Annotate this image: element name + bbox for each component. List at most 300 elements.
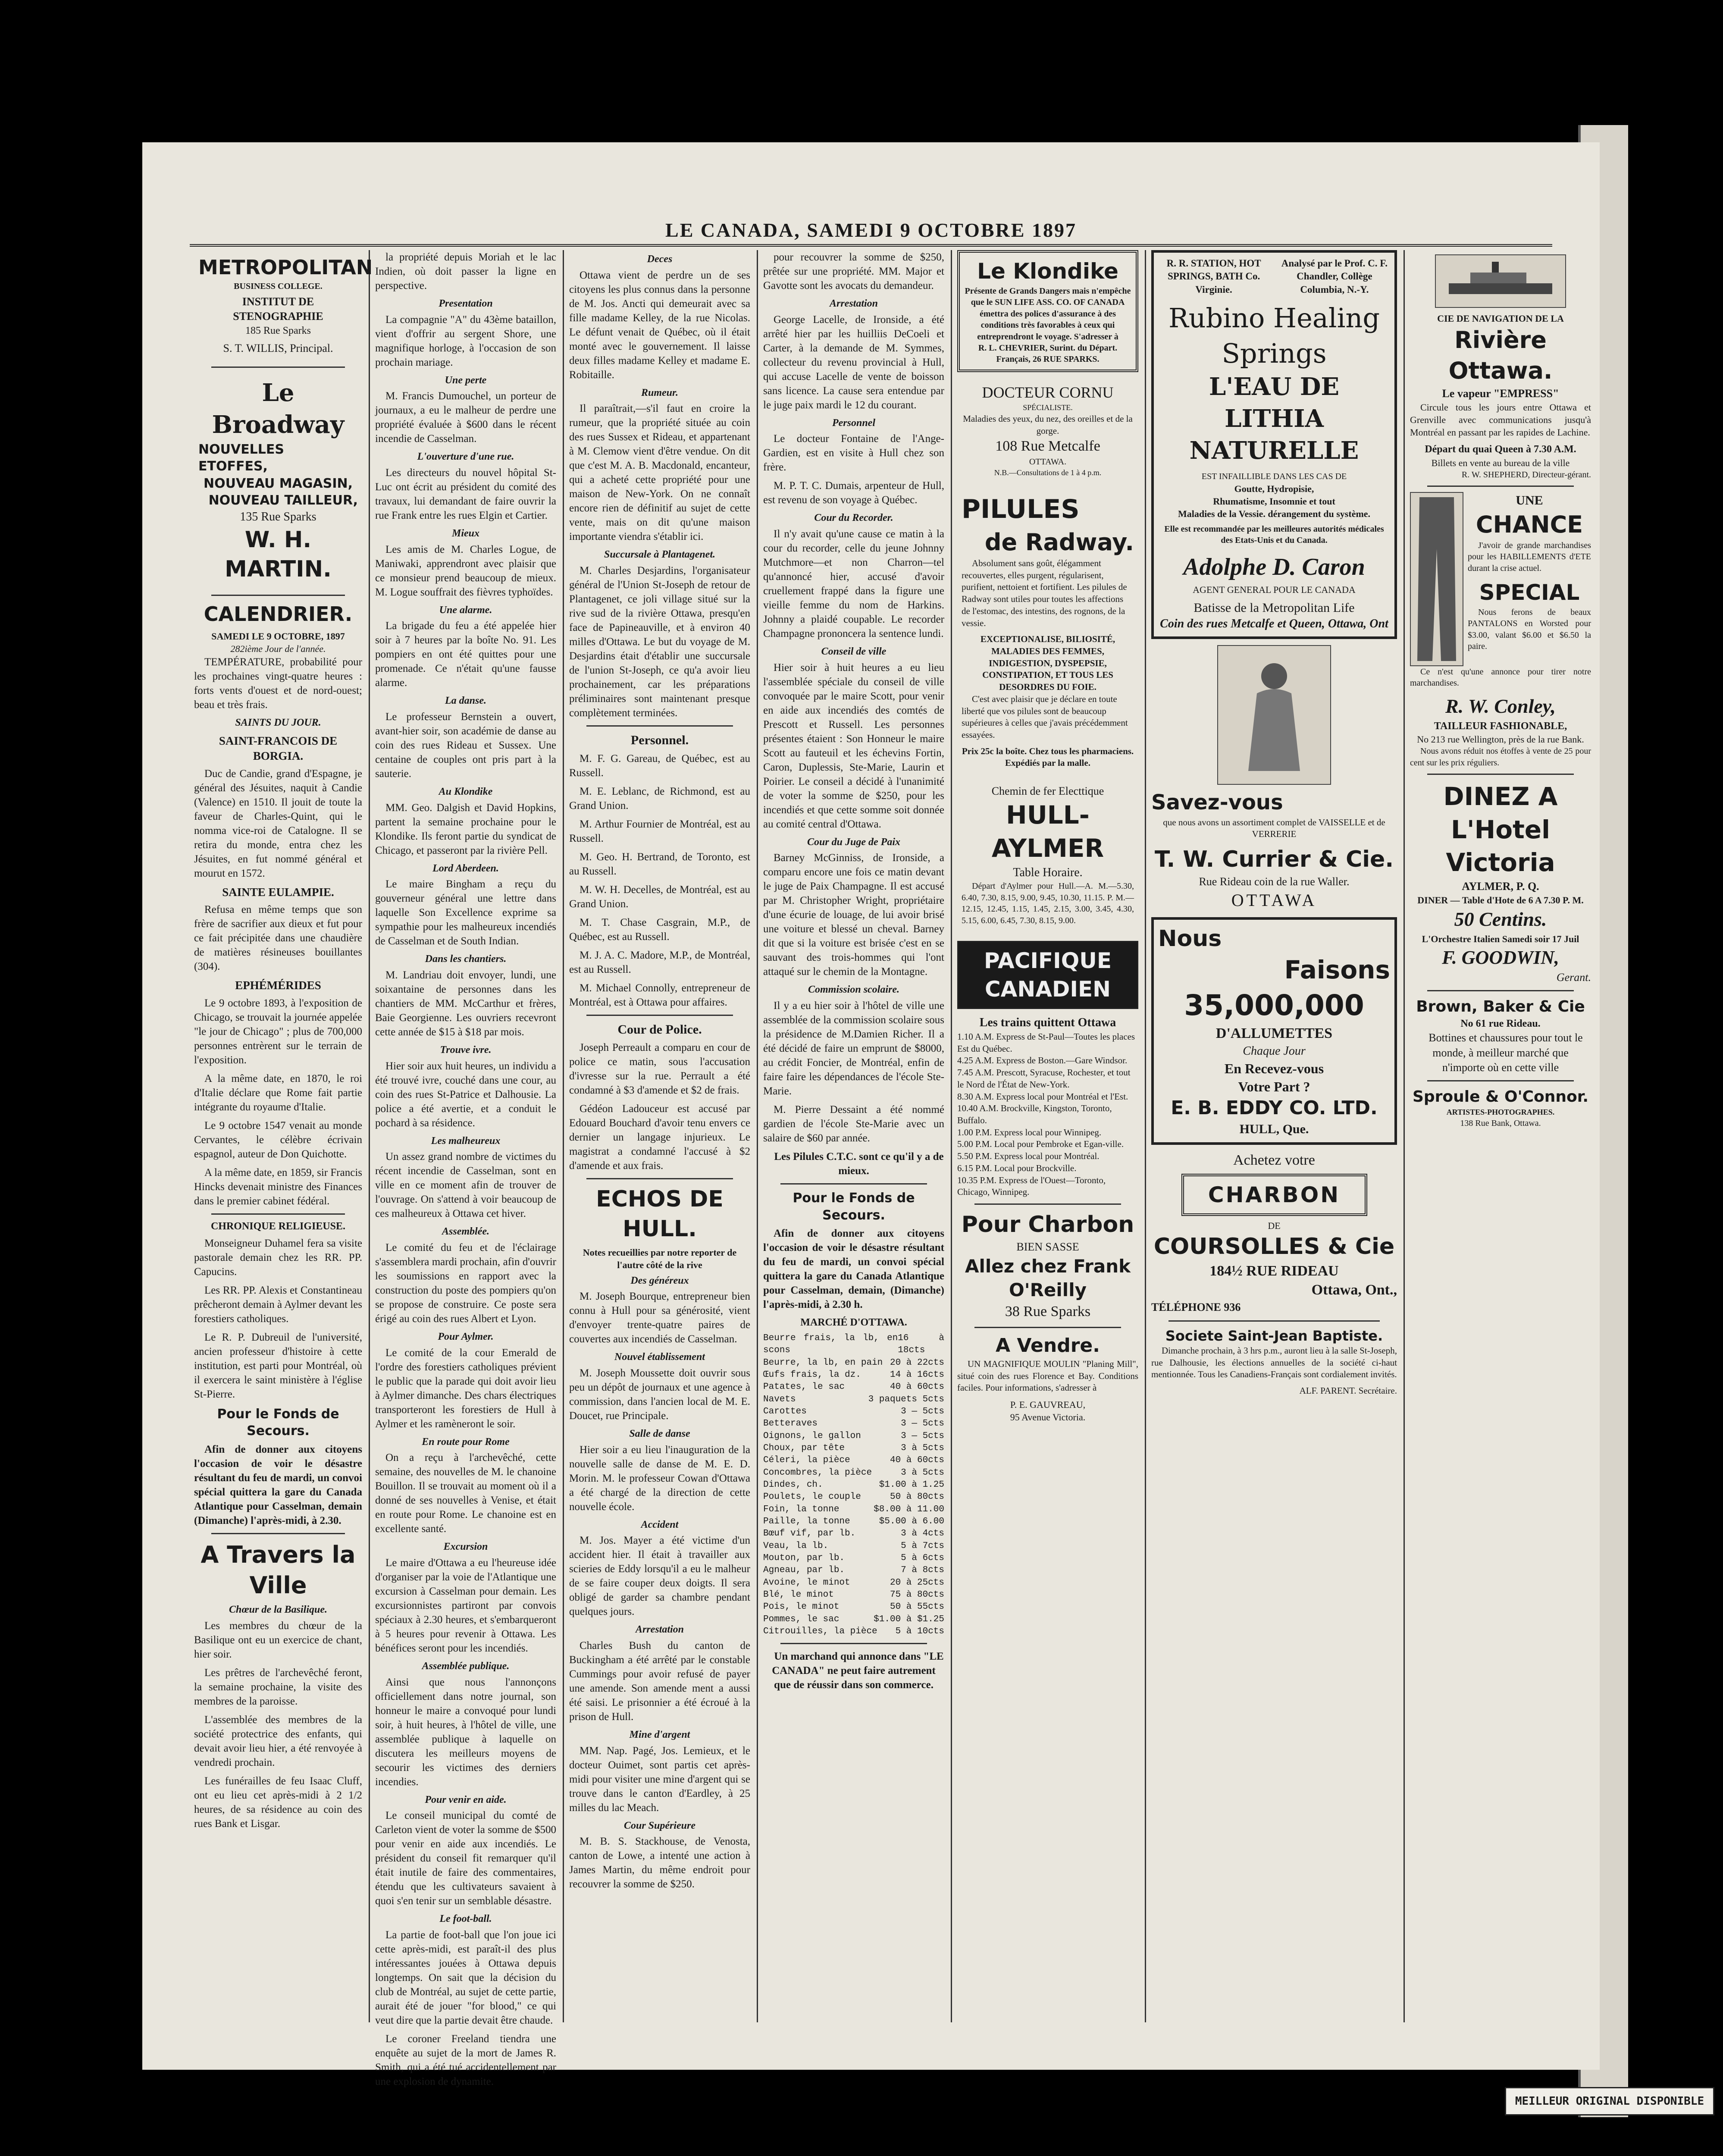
rubino-title: Rubino Healing Springs (1168, 302, 1380, 369)
brown-name: Brown, Baker & Cie (1416, 998, 1585, 1016)
echos-de-hull-title: ECHOS DE HULL. (596, 1186, 724, 1242)
trains-title: Les trains quittent Ottawa (979, 1016, 1116, 1030)
article-text: MM. Geo. Dalgish et David Hopkins, partent la semaine prochaine pour le Klondike. Ils feront partie du syndicat de Chicago, et passeront par la rivière Pell. (375, 802, 556, 856)
article-text: La brigade du feu a été appelée hier soir à 7 heures par la boîte No. 91. Les pompiers en ont été quittes pour une promenade. Ce n'était qu'une fausse alarme. (375, 620, 556, 689)
article-text: M. P. T. C. Dumais, arpenteur de Hull, est revenu de son voyage à Québec. (763, 480, 944, 506)
currier-city: OTTAWA (1231, 890, 1317, 910)
brown-address: No 61 rue Rideau. (1460, 1018, 1541, 1029)
separator (974, 1203, 1121, 1205)
hotel-name: L'Hotel Victoria (1446, 815, 1555, 877)
article-text: Charles Bush du canton de Buckingham a été arrêté par le constable Cummings pour avoir refusé de payer une amende. Son amende ment a aussi été saisi. Le prisonnier a été écroué à la prison de Hull. (569, 1639, 750, 1723)
telephone: TÉLÉPHONE 936 (1151, 1301, 1241, 1314)
rubino-ad (1151, 250, 1397, 639)
market-row (763, 1381, 944, 1393)
market-row (763, 1516, 944, 1528)
article-text: Le docteur Fontaine de l'Ange-Gardien, est en visite à Hull chez son frère. (763, 433, 944, 473)
coursolles-city: Ottawa, Ont., (1311, 1282, 1397, 1298)
market-item: Beurre frais, la lb, en scons (763, 1333, 898, 1356)
section-heading: Cour Supérieure (623, 1820, 696, 1831)
market-item: Céleri, la pièce (763, 1455, 850, 1466)
empress-text: Circule tous les jours entre Ottawa et Grenville avec communications jusqu'à Montréal en passant par les rapides de Lachine. (1410, 401, 1591, 438)
article-text: Le maire Bingham a reçu du gouverneur général une lettre dans laquelle Son Excellence exprime sa sympathie pour les malheureux incendiés de Casselman et de South Indian. (375, 878, 556, 947)
hull-aylmer-title: HULL-AYLMER (991, 800, 1104, 863)
lithia-line: Rhumatisme, Insomnie et tout (1213, 495, 1335, 507)
market-row (763, 1357, 944, 1369)
column-divider (757, 250, 758, 2022)
column-1 (194, 250, 373, 2022)
article-text: M. J. A. C. Madore, M.P., de Montréal, est au Russell. (569, 949, 750, 975)
choeur-text: Les membres du chœur de la Basilique ont eu un exercice de chant, hier soir. (194, 1620, 362, 1661)
docteur-text: Maladies des yeux, du nez, des oreilles et de la gorge. (963, 414, 1133, 436)
article-text: Nous ferons de beaux PANTALONS en Worsted pour $3.00, valant $6.00 et $6.50 la paire. (1468, 608, 1591, 652)
column-divider (951, 250, 952, 2022)
goodwin-name: F. GOODWIN, (1442, 946, 1559, 968)
currier-name: T. W. Currier & Cie. (1154, 846, 1394, 872)
article-text: pour recouvrer la somme de $250, prêtée sur une propriété. MM. Major et Gavotte sont les avocats du demandeur. (763, 251, 944, 291)
article-text: M. Arthur Fournier de Montréal, est au Russell. (569, 818, 750, 844)
market-item: Pois, le minot (763, 1602, 840, 1612)
train-entry: 7.45 A.M. Prescott, Syracuse, Rochester, et tout le Nord de l'État de New-York. (957, 1067, 1131, 1090)
caron-title: AGENT GENERAL POUR LE CANADA (1193, 584, 1356, 595)
separator (780, 1643, 927, 1644)
section-heading: Dans les chantiers. (425, 953, 507, 965)
market-item: Mouton, par lb. (763, 1553, 845, 1564)
woman-illustration (1217, 645, 1331, 785)
market-price: $1.00 à $1.25 (874, 1614, 944, 1624)
pilules-title: PILULES (962, 494, 1080, 525)
centins-text: 50 Centins. (1454, 908, 1547, 931)
market-item: Paille, la tonne (763, 1517, 850, 1527)
article-text: Les RR. PP. Alexis et Constantineau prêcheront demain à Aylmer devant les forestiers catholiques. (194, 1284, 362, 1325)
steamboat-illustration (1435, 254, 1566, 308)
market-row (763, 1626, 944, 1638)
metropolitan-institute: INSTITUT DE STENOGRAPHIE (233, 295, 323, 323)
orchestre-text: L'Orchestre Italien Samedi soir 17 Juil (1422, 933, 1579, 944)
article-text: Le 9 octobre 1893, à l'exposition de Chicago, se trouvait la journée appelée "le jour de Chicago" ; plus de 700,000 personnes entrèrent sur le terrain de l'exposition. (194, 997, 362, 1066)
woman-figure-icon (1231, 655, 1317, 775)
sproule-name: Sproule & O'Connor. (1412, 1088, 1589, 1106)
eddy-ad (1151, 917, 1397, 1145)
article-text: Le R. P. Dubreuil de l'université, ancien professeur d'histoire à cette institution, est parti pour Montréal, où il exercera le saint ministère à l'église St-Pierre. (194, 1331, 362, 1400)
section-heading: Une alarme. (439, 604, 492, 616)
shepherd-name: R. W. SHEPHERD, Directeur-gérant. (1461, 470, 1591, 479)
pacifique-line: PACIFIQUE (984, 948, 1112, 974)
article-text: Hier soir aux huit heures, un individu a été trouvé ivre, couché dans une cour, au coin des rues St-Patrice et Dalhousie. La police a été avertie, et a conduit le pochard à sa résidence. (375, 1060, 556, 1129)
market-item: Navets (763, 1394, 796, 1404)
coursolles-address: 184½ RUE RIDEAU (1209, 1263, 1339, 1279)
eddy-line: En Recevez-vous (1224, 1060, 1324, 1076)
currier-address: Rue Rideau coin de la rue Waller. (1199, 875, 1350, 888)
article-text: Les funérailles de feu Isaac Cluff, ont eu lieu cet après-midi à 2 1/2 heures, de sa résidence au coin des rues Bank et Lisgar. (194, 1775, 362, 1830)
article-text: M. F. G. Gareau, de Québec, est au Russell. (569, 752, 750, 779)
vendre-name: P. E. GAUVREAU, (1010, 1399, 1086, 1410)
market-item: Patates, le sac (763, 1382, 845, 1392)
article-text: M. Landriau doit envoyer, lundi, une soixantaine de personnes dans les chantiers de MM. McCarthur et frères, Baie Georgienne. Les ouvriers recevront cette année de $15 à $18 par mois. (375, 969, 556, 1038)
charbon-banner-text: CHARBON (1208, 1182, 1341, 1207)
article-text: Les amis de M. Charles Logue, de Maniwaki, apprendront avec plaisir que ce monsieur prend beaucoup de mieux. M. Logue souffrait des fièvres typhoïdes. (375, 543, 556, 598)
section-heading: Succursale à Plantagenet. (604, 549, 715, 561)
pilules-ad (957, 488, 1138, 774)
eddy-line: Faisons (1284, 955, 1390, 985)
sproule-address: 138 Rue Bank, Ottawa. (1460, 1118, 1541, 1128)
section-heading: Cour du Juge de Paix (807, 836, 901, 848)
article-text: Ottawa vient de perdre un de ses citoyens les plus connus dans la personne de M. Jos. Ancti qui demeurait avec sa fille madame Kelley, de la rue Nicolas. Le défunt venait de Québec, où il était monté avec le gouvernement. Il laisse deux filles madame Kelley et madame E. Robitaille. (569, 269, 750, 381)
hotel-city: AYLMER, P. Q. (1462, 880, 1539, 893)
chance-une: UNE (1516, 493, 1543, 508)
section-heading: Nouvel établissement (614, 1351, 705, 1363)
section-heading: Personnel (832, 417, 875, 429)
fonds-secours-title: Pour le Fonds de Secours. (217, 1406, 339, 1439)
market-row (763, 1577, 944, 1589)
market-price: 20 à 25cts (890, 1577, 944, 1588)
diner-text: DINER — Table d'Hote de 6 A 7.30 P. M. (1417, 895, 1584, 906)
column-3 (569, 250, 750, 2022)
section-heading: Presentation (439, 298, 493, 309)
oreilly-address: 38 Rue Sparks (1005, 1303, 1091, 1319)
article-text: M. E. Leblanc, de Richmond, est au Grand Union. (569, 785, 750, 812)
page-header: LE CANADA, SAMEDI 9 OCTOBRE 1897 (665, 219, 1077, 241)
cour-police-title: Cour de Police. (617, 1022, 702, 1037)
market-row (763, 1454, 944, 1467)
section-heading: Trouve ivre. (440, 1044, 492, 1056)
article-text: M. Michael Connolly, entrepreneur de Montréal, est à Ottawa pour affaires. (569, 982, 750, 1008)
market-row (763, 1601, 944, 1613)
trousers-illustration (1410, 492, 1463, 666)
article-text: Le coroner Freeland tiendra une enquête au sujet de la mort de James R. Smith, qui a été tué accidentellement par une explosion de dynamite. (375, 2033, 556, 2088)
coursolles-name: COURSOLLES & Cie (1153, 1233, 1395, 1260)
section-heading: Mieux (451, 528, 479, 539)
lithia-line: Maladies de la Vessie. dérangement du système. (1178, 508, 1371, 519)
market-item: Bœuf vif, par lb. (763, 1529, 856, 1539)
section-heading: Excursion (443, 1541, 488, 1553)
separator (586, 1178, 733, 1179)
chronique-title: CHRONIQUE RELIGIEUSE. (210, 1221, 346, 1232)
market-price: 5 à 10cts (895, 1626, 944, 1637)
market-item: Choux, par tête (763, 1443, 845, 1453)
train-entry: 10.35 P.M. Express de l'Ouest—Toronto, Chicago, Winnipeg. (957, 1175, 1106, 1197)
market-price: 5 à 7cts (901, 1541, 944, 1551)
market-price: 20 à 22cts (890, 1357, 944, 1368)
broadway-address: 135 Rue Sparks (240, 510, 316, 523)
hull-aylmer-subtitle: Table Horaire. (1013, 865, 1083, 879)
klondike-agent: R. L. CHEVRIER, Surint. du Départ. Français, 26 RUE SPARKS. (978, 343, 1118, 364)
market-price: $5.00 à 6.00 (879, 1517, 944, 1527)
market-row (763, 1467, 944, 1479)
section-heading: Pour Aylmer. (438, 1331, 494, 1343)
article-text: Le professeur Bernstein a ouvert, avant-hier soir, son académie de danse au coin des rues Rideau et Sussex. Une centaine de couples ont pris part à la sauterie. (375, 711, 556, 780)
broadway-line: NOUVEAU MAGASIN, (204, 476, 353, 491)
column-7 (1410, 250, 1591, 2022)
column-5 (957, 250, 1138, 2022)
de-text: DE (1268, 1220, 1281, 1231)
column-divider (369, 250, 370, 2022)
dinez-title: DINEZ A (1443, 782, 1558, 812)
article-text: C'est avec plaisir que je déclare en toute liberté que vos pilules sont de beaucoup supérieures à celles que j'avais précédemment essayées. (962, 693, 1128, 740)
article-text: M. Jos. Mayer a été victime d'un accident hier. Il était à travailler aux scieries de Eddy lorsqu'il a eu le malheur de se faire couper deux doigts. Il sera obligé de garder sa chambre pendant quelques jours. (569, 1535, 750, 1618)
separator (586, 725, 733, 727)
achetez-text: Achetez votre (1233, 1152, 1315, 1168)
article-text: Le conseil municipal du comté de Carleton vient de voter la somme de $500 pour venir en aide aux incendiés. Le président du conseil fit remarquer qu'il était inutile de faire des commentaires, étendu que les cultivateurs savaient à quoi s'en tenir sur un semblable désastre. (375, 1810, 556, 1907)
conley-subtitle: TAILLEUR FASHIONABLE, (1434, 720, 1567, 732)
article-text: L'assemblée des membres de la société protectrice des enfants, qui devait avoir lieu hier, a été renvoyée à vendredi prochain. (194, 1714, 362, 1769)
depart-text: Départ du quai Queen à 7.30 A.M. (1425, 443, 1576, 455)
section-heading: La danse. (445, 695, 486, 707)
separator (974, 1327, 1121, 1328)
chance-title: CHANCE (1476, 511, 1583, 538)
article-text: La partie de foot-ball que l'on joue ici cette après-midi, est paraît-il des plus intéressantes jouées à Ottawa depuis longtemps. On sait que la décision du club de Montréal, au sujet de cette partie, aurait été de jouer "for blood," ce qui veut dire que la partie devait être chaude. (375, 1929, 556, 2027)
caron-name: Adolphe D. Caron (1183, 553, 1365, 580)
docteur-title: DOCTEUR CORNU (982, 383, 1114, 401)
market-item: Foin, la tonne (763, 1504, 840, 1514)
article-text: Le comité du feu et de l'éclairage s'assemblera mardi prochain, afin d'ouvrir les soumissions en rapport avec la construction du poste des pompiers qu'on se propose de construire. Ce poste sera érigé au coin des rues Albert et Lyon. (375, 1242, 556, 1325)
conley-address: No 213 rue Wellington, près de la rue Bank. (1417, 734, 1584, 745)
calendar-date: SAMEDI LE 9 OCTOBRE, 1897 (211, 630, 345, 642)
article-text: Joseph Perreault a comparu en cour de police ce matin, sous l'accusation d'ivresse sur la rue. Perrault a été condamné à $3 d'amende et $2 de frais. (569, 1042, 750, 1097)
oreilly-name: Allez chez Frank O'Reilly (965, 1256, 1131, 1301)
eddy-line: Nous (1158, 925, 1222, 952)
section-heading: Arrestation (829, 298, 878, 309)
separator (1427, 774, 1574, 775)
article-text: Les directeurs du nouvel hôpital St-Luc ont écrit au président du comité des travaux, lui demandant de faire ouvrir la rue Frank entre les rues Elgin et Cartier. (375, 467, 556, 522)
saint-heading: SAINT-FRANCOIS DE BORGIA. (219, 734, 338, 763)
article-text: la propriété depuis Moriah et le lac Indien, où doit passer la ligne en perspective. (375, 251, 556, 291)
market-price: 7 à 8cts (901, 1565, 944, 1576)
article-text: Il n'y avait qu'une cause ce matin à la cour du recorder, celle du jeune Johnny Mutchmore—et non Charron—tel qu'annoncé hier, accusé d'avoir cruellement frappé dans la figure une vieille femme du nom de Harkins. Johnny a plaidé coupable. Le recorder Champagne prononcera la sentence lundi. (763, 528, 944, 640)
metropolitan-principal: S. T. WILLIS, Principal. (223, 342, 333, 355)
market-item: Beurre, la lb, en pain (763, 1357, 883, 1368)
section-heading: Lord Aberdeen. (432, 862, 499, 874)
section-heading: Commission scolaire. (808, 984, 900, 996)
broadway-title: Le Broadway (212, 378, 345, 439)
article-text: Absolument sans goût, élégamment recouvertes, elles purgent, régularisent, purifient, nettoient et fortifient. Les pilules de Radway sont utiles pour toutes les affections de l'estomac, des intestins, des rognons, de la vessie. (962, 558, 1127, 628)
article-text: Un assez grand nombre de victimes du récent incendie de Casselman, sont en ville en ce moment afin de trouver de l'ouvrage. On s'attend à voir beaucoup de ces malheureux à Ottawa cet hiver. (375, 1151, 556, 1220)
broadway-name: W. H. MARTIN. (225, 526, 332, 583)
market-item: Blé, le minot (763, 1590, 834, 1600)
choeur-title: Chœur de la Basilique. (229, 1604, 328, 1616)
article-text: Afin de donner aux citoyens l'occasion de voir le désastre résultant du feu de mardi, un convoi spécial quittera la gare du Canada Atlantique pour Casselman, demain (Dimanche) l'après-midi, à 2.30. (194, 1443, 362, 1526)
vendre-text: UN MAGNIFIQUE MOULIN "Planing Mill", situé coin des rues Florence et Bay. Conditions faciles. Pour informations, s'adresser à (957, 1358, 1138, 1393)
docteur-city: OTTAWA. (1029, 457, 1067, 467)
charbon-subtitle: BIEN SASSE (1016, 1240, 1079, 1253)
separator (1427, 486, 1574, 487)
societe-title: Societe Saint-Jean Baptiste. (1165, 1327, 1383, 1344)
train-entry: 1.00 P.M. Express local pour Winnipeg. (957, 1127, 1102, 1138)
separator (586, 1015, 733, 1016)
article-text: M. B. S. Stackhouse, de Venosta, canton de Lowe, a intenté une action à James Martin, du même endroit pour recouvrer la somme de $250. (569, 1836, 750, 1890)
column-divider (1403, 250, 1405, 2022)
calendar-temperature: TEMPÉRATURE, probabilité pour les prochaines vingt-quatre heures : forts vents d'ouest et de nord-ouest; beau et très frais. (194, 656, 362, 711)
market-row (763, 1540, 944, 1552)
eddy-city: HULL, Que. (1239, 1122, 1309, 1137)
docteur-hours: N.B.—Consultations de 1 à 4 p.m. (994, 468, 1102, 477)
market-price: 3 paquets 5cts (868, 1394, 944, 1404)
market-row (763, 1552, 944, 1564)
column-6 (1151, 250, 1397, 2022)
broadway-line: NOUVEAU TAILLEUR, (208, 493, 358, 508)
section-heading: Au Klondike (439, 786, 493, 798)
societe-signature: ALF. PARENT. Secrétaire. (1299, 1385, 1397, 1396)
market-item: Œufs frais, la dz. (763, 1369, 861, 1380)
fonds-secours-title: Pour le Fonds de Secours. (793, 1191, 915, 1223)
metropolitan-tag: BUSINESS COLLEGE. (234, 281, 323, 291)
market-row (763, 1491, 944, 1503)
article-text: Hier soir a eu lieu l'inauguration de la nouvelle salle de danse de M. E. D. Morin. M. le professeur Cowan d'Ottawa a été chargé de la direction de cette nouvelle école. (569, 1444, 750, 1513)
train-entry: 1.10 A.M. Express de St-Paul—Toutes les places Est du Québec. (957, 1031, 1135, 1054)
metropolitan-ad (194, 250, 373, 360)
market-row (763, 1564, 944, 1576)
docteur-ad (957, 378, 1138, 483)
lithia-infaillible: EST INFAILLIBLE DANS LES CAS DE (1201, 472, 1347, 482)
train-entry: 10.40 A.M. Brockville, Kingston, Toronto, Buffalo. (957, 1103, 1112, 1126)
conley-name: R. W. Conley, (1445, 695, 1556, 717)
marchand-note: Un marchand qui annonce dans "LE CANADA" ne peut faire autrement que de réussir dans son commerce. (772, 1651, 944, 1691)
market-item: Oignons, le gallon (763, 1431, 861, 1441)
column-4 (763, 250, 944, 2022)
saint-heading: SAINTE EULAMPIE. (222, 885, 334, 899)
ephemerides-title: EPHÉMÉRIDES (235, 979, 321, 992)
market-price: 40 à 60cts (890, 1382, 944, 1392)
article-text: Barney McGinniss, de Ironside, a comparu encore une fois ce matin devant le juge de Paix Champagne. Il est accusé par M. Christopher Wright, propriétaire d'une écurie de louage, de lui avoir brisé une voiture et blessé un cheval. Barney dit que si la voiture est brisée c'est en se sauvant des trois-hommes qui l'ont attaqué sur le chemin de la Montagne. (763, 852, 944, 978)
market-price: 3 à 5cts (901, 1443, 944, 1453)
separator (780, 1183, 927, 1185)
market-price-list (763, 1332, 944, 1638)
section-heading: Une perte (445, 374, 487, 386)
column-divider (563, 250, 564, 2022)
chronique-text: Monseigneur Duhamel fera sa visite pastorale demain chez les RR. PP. Capucins. (194, 1237, 362, 1278)
market-item: Betteraves (763, 1419, 818, 1429)
saints-title: SAINTS DU JOUR. (235, 717, 321, 728)
article-text: M. Joseph Moussette doit ouvrir sous peu un dépôt de journaux et une agence à commission, dans l'ancien local de M. E. Doucet, rue Principale. (569, 1367, 750, 1422)
train-entry: 6.15 P.M. Local pour Brockville. (957, 1163, 1077, 1173)
section-heading: Salle de danse (629, 1428, 690, 1439)
broadway-ad (194, 373, 362, 589)
docteur-specialty: SPÉCIALISTE. (1023, 403, 1073, 412)
trousers-icon (1415, 497, 1458, 661)
section-heading: En route pour Rome (422, 1436, 510, 1448)
article-text: M. Geo. H. Bertrand, de Toronto, est au Russell. (569, 851, 750, 877)
article-text: Nous avons réduit nos étoffes à vente de 25 pour cent sur les prix réguliers. (1410, 746, 1591, 768)
column-divider (1145, 250, 1146, 2022)
separator (1169, 1320, 1380, 1322)
market-price: 3 à 4cts (901, 1529, 944, 1539)
article-text: Dimanche prochain, à 3 hrs p.m., auront lieu à la salle St-Joseph, rue Dalhousie, les élections annuelles de la société ci-haut mentionnée. Tous les Canadiens-Français sont cordialement invités. (1151, 1345, 1397, 1380)
section-heading: Le foot-ball. (439, 1913, 492, 1925)
section-heading: Mine d'argent (629, 1729, 690, 1740)
calendar-title: CALENDRIER. (204, 602, 353, 626)
caron-address: Coin des rues Metcalfe et Queen, Ottawa, Ont (1160, 617, 1388, 631)
personnel-title: Personnel. (630, 733, 689, 748)
eddy-line: Chaque Jour (1243, 1044, 1306, 1058)
market-item: Poulets, le couple (763, 1492, 861, 1502)
column-2 (375, 250, 556, 2088)
lithia-recommendation: Elle est recommandée par les meilleures autorités médicales des Etats-Unis et du Canada. (1164, 524, 1384, 545)
market-row (763, 1589, 944, 1601)
marche-title: MARCHÉ D'OTTAWA. (800, 1317, 907, 1329)
train-entry: 8.30 A.M. Express local pour Montréal et l'Est. (957, 1091, 1128, 1102)
article-text: A la même date, en 1859, sir Francis Hincks devenait ministre des Finances dans le premier cabinet fédéral. (194, 1167, 362, 1207)
train-entry: 4.25 A.M. Express de Boston.—Gare Windsor. (957, 1055, 1128, 1066)
market-price: 75 à 80cts (890, 1590, 944, 1600)
eddy-number: 35,000,000 (1184, 988, 1364, 1022)
train-entry: 5.00 P.M. Local pour Pembroke et Egan-ville. (957, 1139, 1124, 1150)
chemin-title: Chemin de fer Electtique (991, 785, 1104, 798)
pilules-price: Prix 25c la boîte. Chez tous les pharmaciens. Expédiés par la malle. (962, 746, 1134, 768)
section-heading: L'ouverture d'une rue. (417, 451, 514, 463)
section-heading: Les malheureux (431, 1135, 501, 1147)
pacifique-ad (957, 941, 1138, 1009)
article-text: Le maire d'Ottawa a eu l'heureuse idée d'organiser par la voie de l'Atlantique une excursion à Casselman pour demain. Les excursionnistes partiront par convois spéciaux à 2.30 heures, et s'embarqueront à 5 heures pour revenir à Ottawa. Les bénéfices seront pour les incendiés. (375, 1557, 556, 1655)
lithia-line: Goutte, Hydropisie, (1234, 483, 1314, 494)
market-price: 5 à 6cts (901, 1553, 944, 1564)
steamboat-icon (1440, 260, 1561, 303)
eddy-line: D'ALLUMETTES (1215, 1025, 1333, 1042)
broadway-line: NOUVELLES ETOFFES, (198, 442, 285, 474)
section-heading: Conseil de ville (821, 646, 887, 658)
train-entry: 5.50 P.M. Express local pour Montréal. (957, 1151, 1100, 1162)
article-text: La compagnie "A" du 43ème bataillon, vient d'offrir au sergent Shore, une magnifique horloge, à l'occasion de son prochain mariage. (375, 313, 556, 368)
market-row (763, 1369, 944, 1381)
eddy-name: E. B. EDDY CO. LTD. (1171, 1097, 1378, 1119)
market-item: Dindes, ch. (763, 1480, 823, 1490)
article-text: Ainsi que nous l'annonçons officiellement dans notre journal, son honneur le maire a convoqué pour lundi soir, à huit heures, à l'hôtel de ville, une assemblée publique à laquelle on discutera les meilleurs moyens de secourir les victimes des derniers incendies. (375, 1676, 556, 1788)
article-text: M. T. Chase Casgrain, M.P., de Québec, est au Russell. (569, 916, 750, 943)
article-text: Il paraîtrait,—s'il faut en croire la rumeur, que la propriété située au coin des rues Sussex et Rideau, et appartenant à M. Clemow vient d'être vendue. On dit que c'est M. A. B. Macdonald, encanteur, qui a acheté cette propriété pour une maison de New-York. On ne connaît encore rien de définitif au sujet de cette vente, mais on dit qu'une maison importante viendra s'établir ici. (569, 403, 750, 543)
article-text: M. Joseph Bourque, entrepreneur bien connu à Hull pour sa générosité, vient d'envoyer trente-quatre paires de couvertes aux incendiés de Casselman. (569, 1291, 750, 1345)
market-row (763, 1394, 944, 1406)
article-text: M. Charles Desjardins, l'organisateur général de l'Union St-Joseph de retour de Plantagenet, ce joli village situé sur la rive sud de la rivière Ottawa, presqu'en face de Papineauville, et à environ 40 milles d'Ottawa. Le but du voyage de M. Desjardins était d'établir une succursale de l'union St-Joseph, ce qu'a avoir lieu prochainement, car les préparations préliminaires sont maintenant presque complètement terminées. (569, 565, 750, 719)
pacifique-line: CANADIEN (984, 977, 1111, 1002)
article-text: M. Francis Dumouchel, un porteur de journaux, a eu le malheur de perdre une propriété évaluée à $600 dans le récent incendie de Casselman. (375, 390, 556, 445)
trains-list (957, 1031, 1138, 1198)
newspaper-page (142, 142, 1600, 2088)
special-title: SPECIAL (1479, 580, 1580, 605)
article-text: J'avoir de grande marchandises pour les HABILLEMENTS d'ETE durant la crise actuel. (1468, 540, 1591, 573)
market-price: 40 à 60cts (890, 1455, 944, 1466)
sproule-subtitle: ARTISTES-PHOTOGRAPHES. (1446, 1107, 1555, 1116)
klondike-ad (957, 250, 1138, 372)
metropolitan-title: METROPOLITAN (198, 256, 373, 279)
article-text: M. Pierre Dessaint a été nommé gardien de l'école Ste-Marie avec un salaire de $60 par année. (763, 1104, 944, 1144)
pilules-list: EXCEPTIONALISE, BILIOSITÉ, MALADIES DES FEMMES, INDIGESTION, DYSPEPSIE, CONSTIPATION, ET TOUS LES DESORDRES DU FOIE. (980, 634, 1115, 693)
eddy-line: Votre Part ? (1238, 1079, 1310, 1095)
riviere-title: Rivière Ottawa. (1448, 326, 1553, 385)
docteur-address: 108 Rue Metcalfe (995, 438, 1100, 454)
riviere-company: CIE DE NAVIGATION DE LA (1437, 313, 1564, 324)
article-text: M. W. H. Decelles, de Montréal, est au Grand Union. (569, 884, 750, 910)
market-row (763, 1479, 944, 1491)
market-price: 3 — 5cts (901, 1419, 944, 1429)
market-row (763, 1332, 944, 1357)
savez-title: Savez-vous (1151, 790, 1283, 815)
metropolitan-address: 185 Rue Sparks (245, 325, 311, 336)
section-heading: Assemblée publique. (422, 1661, 510, 1672)
vendre-address: 95 Avenue Victoria. (1010, 1412, 1086, 1423)
market-price: 50 à 55cts (890, 1602, 944, 1612)
article-text: Duc de Candie, grand d'Espagne, je général des Jésuites, naquit à Candie (Valence) en 1510. Il jouit de toute la faveur de Charles-Quint, qui le nomma vice-roi de Catalogne. Il se retira du monde, entra chez les Jésuites, en fut nommé général et mourut en 1572. (194, 768, 362, 879)
section-heading: Arrestation (635, 1624, 684, 1636)
market-row (763, 1614, 944, 1626)
market-price: 14 à 16cts (890, 1369, 944, 1380)
market-item: Pommes, le sac (763, 1614, 840, 1624)
market-item: Agneau, par lb. (763, 1565, 845, 1576)
separator (1427, 990, 1574, 991)
section-heading: Rumeur. (641, 387, 679, 398)
market-row (763, 1442, 944, 1454)
market-price: $1.00 à 1.25 (879, 1480, 944, 1490)
billets-text: Billets en vente au bureau de la ville (1431, 457, 1570, 468)
market-row (763, 1406, 944, 1418)
article-text: On a reçu à l'archevêché, cette semaine, des nouvelles de M. le chanoine Bouillon. Il se trouvait au moment où il a donné de ses nouvelles à Venise, et était en route pour Rome. Le chanoine est en excellente santé. (375, 1452, 556, 1535)
